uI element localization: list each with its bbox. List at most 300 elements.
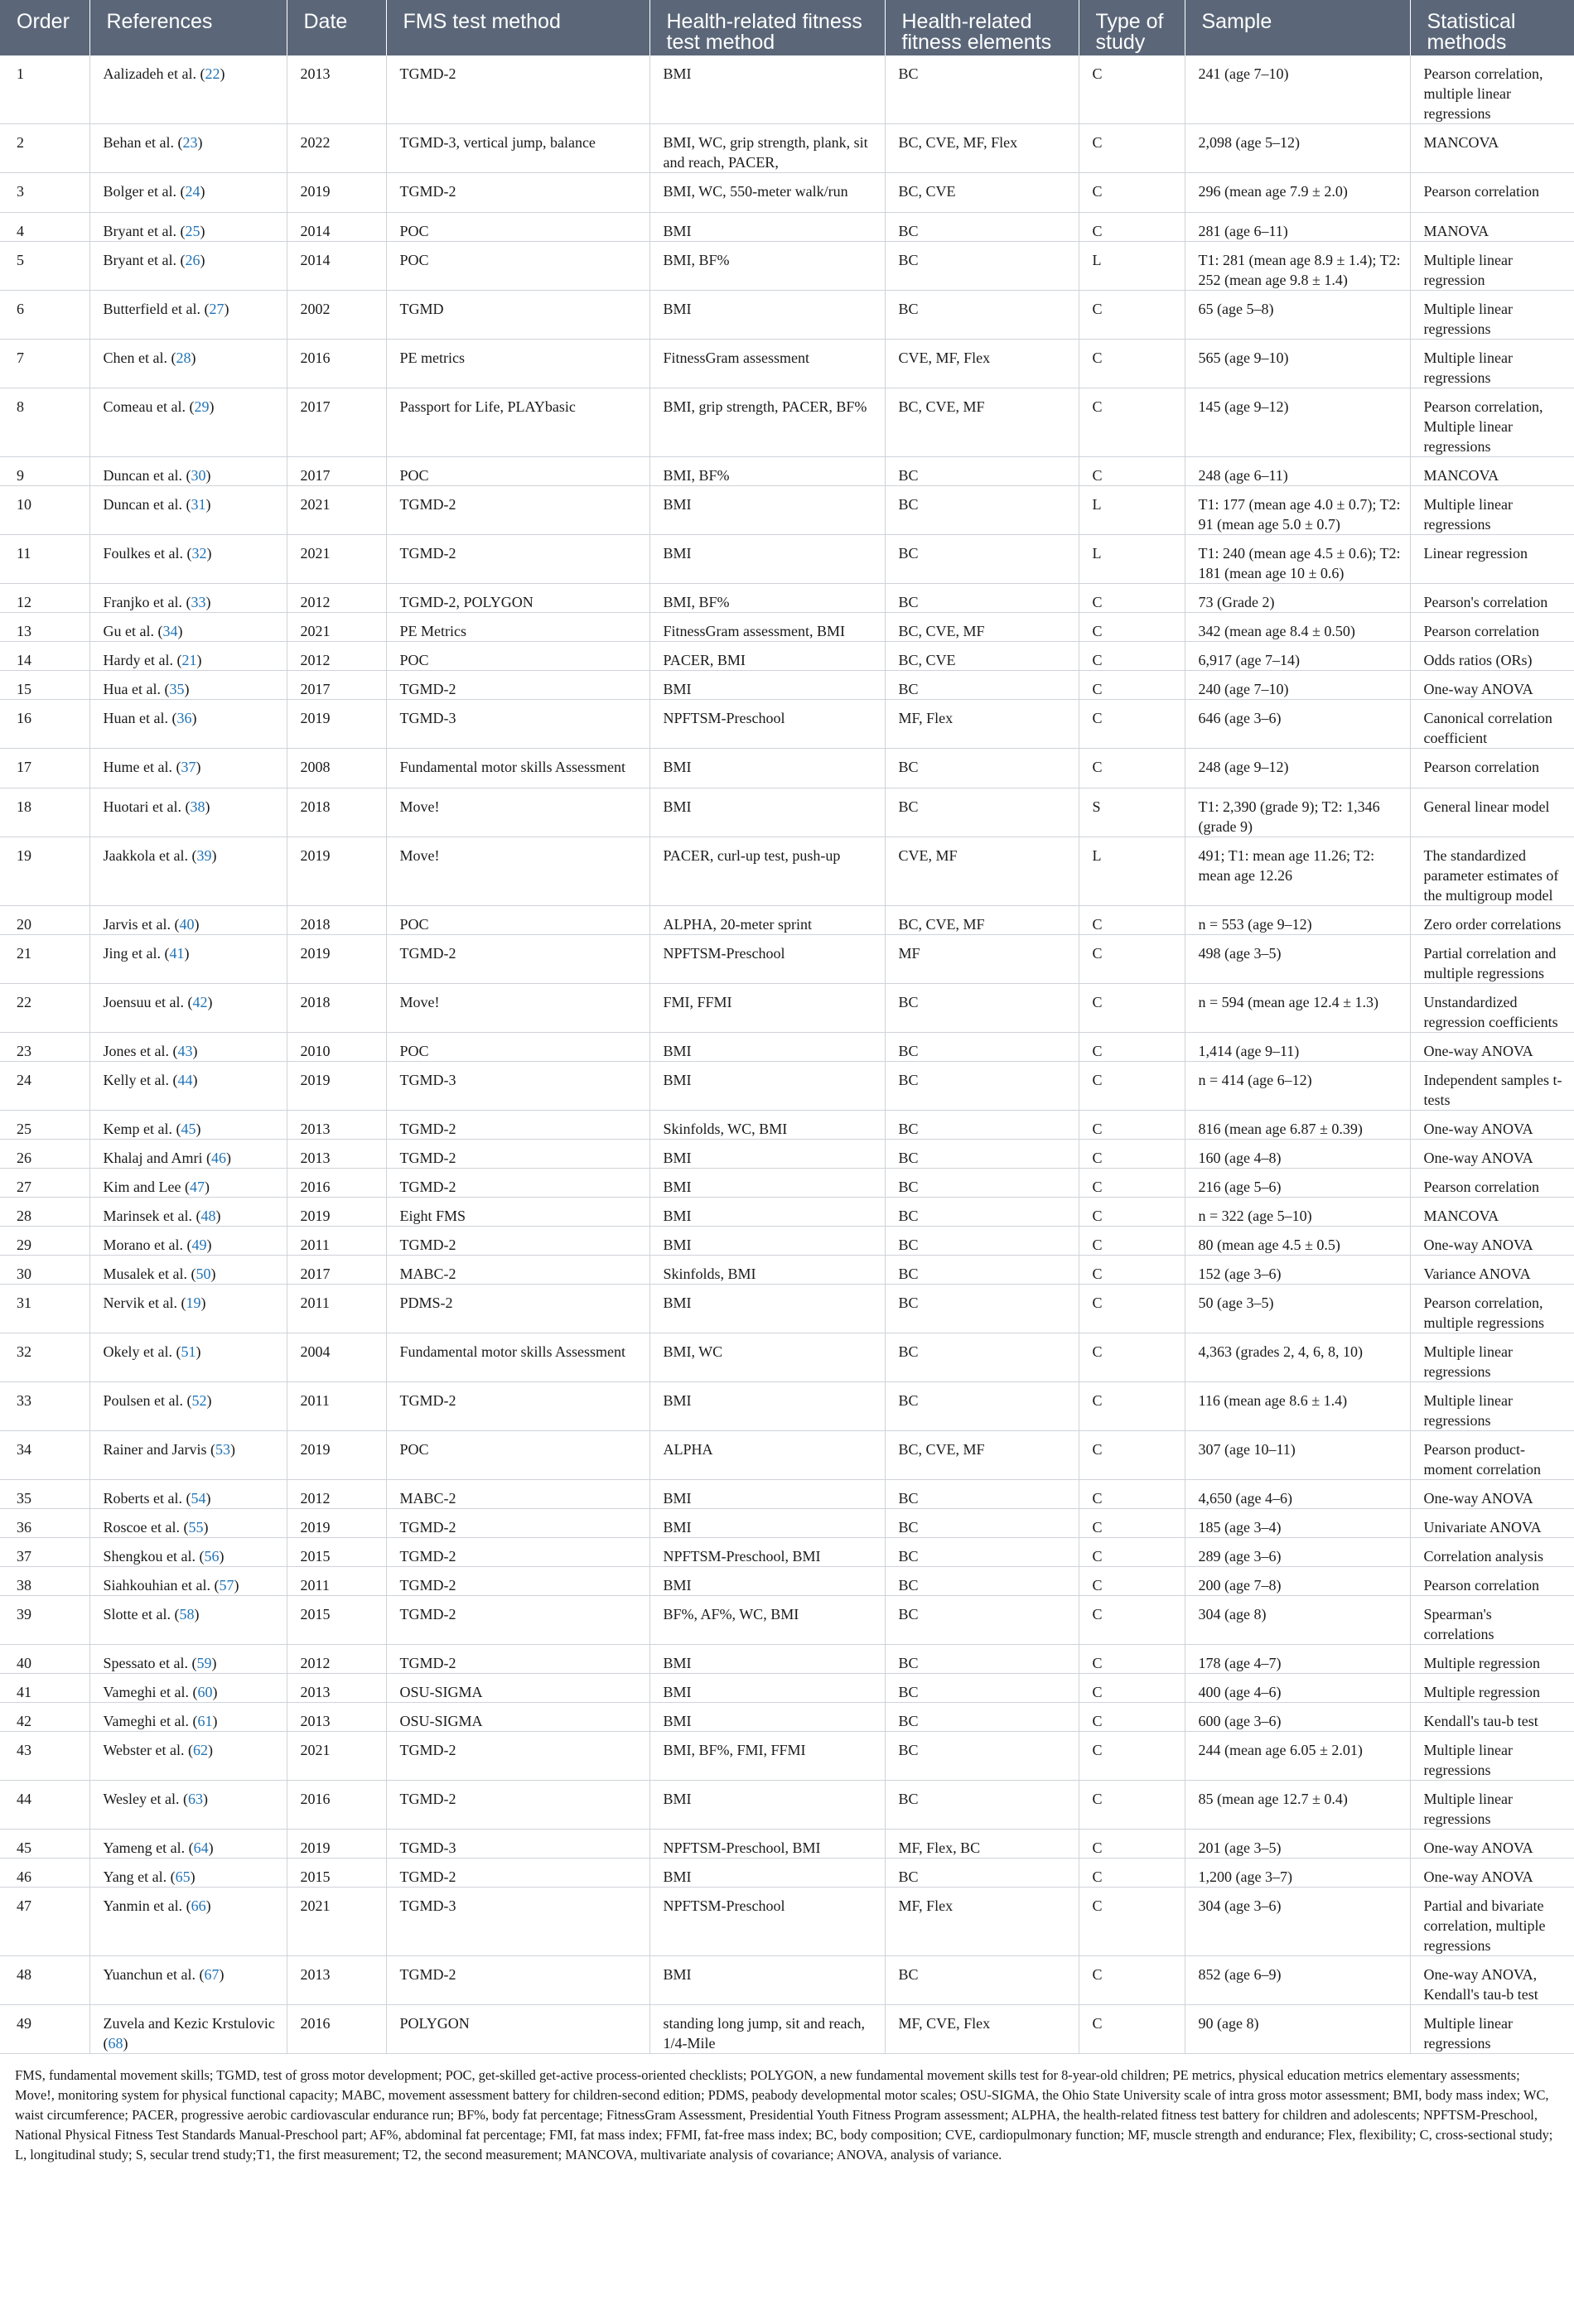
reference-name: Vameghi et al. [103,1713,189,1729]
date-cell: 2019 [287,700,386,749]
reference-cell: Rainer and Jarvis (53) [89,1431,287,1480]
column-header: Health-related fitness elements [885,0,1079,55]
reference-cell: Franjko et al. (33) [89,584,287,613]
fitness-elements-cell: BC [885,1382,1079,1431]
sample-cell: 6,917 (age 7–14) [1185,642,1410,671]
citation-link[interactable]: 26 [185,252,200,268]
sample-cell: 304 (age 8) [1185,1596,1410,1645]
study-type-cell: C [1079,1227,1185,1256]
reference-cell: Kemp et al. (45) [89,1111,287,1140]
table-row [0,788,1574,837]
reference-name: Slotte et al. [103,1606,171,1622]
reference-name: Nervik et al. [103,1295,177,1311]
table-row [0,1062,1574,1111]
reference-name: Comeau et al. [103,398,186,415]
citation-link[interactable]: 53 [215,1441,230,1458]
column-header: Sample [1185,0,1410,55]
fitness-test-cell: BMI [649,1227,885,1256]
fitness-elements-cell: BC [885,1033,1079,1062]
order-cell: 9 [0,457,89,486]
reference-cell: Bryant et al. (25) [89,213,287,242]
sample-cell: 145 (age 9–12) [1185,388,1410,457]
statistical-methods-cell: Variance ANOVA [1410,1256,1574,1285]
order-cell: 42 [0,1703,89,1732]
fitness-elements-cell: BC, CVE, MF [885,388,1079,457]
citation-link[interactable]: 27 [209,301,225,317]
citation-link[interactable]: 47 [189,1179,205,1195]
reference-cell: Shengkou et al. (56) [89,1538,287,1567]
date-cell: 2013 [287,1111,386,1140]
sample-cell: 1,414 (age 9–11) [1185,1033,1410,1062]
citation-link[interactable]: 30 [191,467,206,484]
citation-link[interactable]: 56 [204,1548,220,1565]
statistical-methods-cell: Partial correlation and multiple regressions [1410,935,1574,984]
date-cell: 2017 [287,1256,386,1285]
reference-name: Hua et al. [103,681,161,697]
study-type-cell: C [1079,124,1185,173]
sample-cell: n = 594 (mean age 12.4 ± 1.3) [1185,984,1410,1033]
sample-cell: 50 (age 3–5) [1185,1285,1410,1333]
statistical-methods-cell: Spearman's correlations [1410,1596,1574,1645]
citation-link[interactable]: 40 [179,916,195,933]
order-cell: 46 [0,1859,89,1888]
reference-name: Chen et al. [103,350,167,366]
citation-link[interactable]: 46 [210,1150,226,1166]
citation-link[interactable]: 54 [191,1490,206,1507]
table-row [0,291,1574,340]
fitness-elements-cell: MF, Flex [885,1888,1079,1956]
study-type-cell: C [1079,1859,1185,1888]
reference-cell: Butterfield et al. (27) [89,291,287,340]
date-cell: 2019 [287,1830,386,1859]
order-cell: 20 [0,906,89,935]
fms-method-cell: POC [386,213,649,242]
reference-name: Marinsek et al. [103,1208,192,1224]
citation-link[interactable]: 59 [196,1655,212,1671]
citation-link[interactable]: 42 [192,994,208,1010]
fitness-test-cell: BMI [649,1285,885,1333]
study-type-cell: C [1079,935,1185,984]
sample-cell: 178 (age 4–7) [1185,1645,1410,1674]
fitness-test-cell: NPFTSM-Preschool [649,1888,885,1956]
reference-cell: Musalek et al. (50) [89,1256,287,1285]
fms-method-cell: TGMD-2 [386,1538,649,1567]
sample-cell: 200 (age 7–8) [1185,1567,1410,1596]
fitness-test-cell: standing long jump, sit and reach, 1/4-Mile [649,2005,885,2054]
citation-link[interactable]: 23 [182,134,198,151]
sample-cell: 281 (age 6–11) [1185,213,1410,242]
reference-name: Yuanchun et al. [103,1966,196,1983]
fitness-test-cell: NPFTSM-Preschool [649,700,885,749]
study-type-cell: C [1079,1703,1185,1732]
statistical-methods-cell: One-way ANOVA [1410,671,1574,700]
statistical-methods-cell: Odds ratios (ORs) [1410,642,1574,671]
study-type-cell: C [1079,1382,1185,1431]
citation-link[interactable]: 68 [108,2035,123,2052]
order-cell: 14 [0,642,89,671]
fms-method-cell: POC [386,642,649,671]
citation-link[interactable]: 51 [181,1343,196,1360]
fms-method-cell: TGMD [386,291,649,340]
reference-name: Jaakkola et al. [103,847,188,864]
date-cell: 2013 [287,1703,386,1732]
table-row [0,1140,1574,1169]
table-row [0,242,1574,291]
reference-cell: Comeau et al. (29) [89,388,287,457]
reference-name: Wesley et al. [103,1791,180,1807]
sample-cell: T1: 177 (mean age 4.0 ± 0.7); T2: 91 (mean age 5.0 ± 0.7) [1185,486,1410,535]
fitness-elements-cell: CVE, MF [885,837,1079,906]
table-row [0,1382,1574,1431]
fms-method-cell: TGMD-3 [386,700,649,749]
table-row [0,1033,1574,1062]
fms-method-cell: PE metrics [386,340,649,388]
citation-link[interactable]: 21 [181,652,197,668]
fitness-test-cell: BF%, AF%, WC, BMI [649,1596,885,1645]
reference-cell: Poulsen et al. (52) [89,1382,287,1431]
citation-link[interactable]: 41 [169,945,185,962]
fitness-elements-cell: BC [885,291,1079,340]
statistical-methods-cell: One-way ANOVA [1410,1859,1574,1888]
sample-cell: 244 (mean age 6.05 ± 2.01) [1185,1732,1410,1781]
fitness-elements-cell: BC [885,1169,1079,1198]
order-cell: 4 [0,213,89,242]
order-cell: 37 [0,1538,89,1567]
fitness-elements-cell: BC [885,1567,1079,1596]
fitness-elements-cell: BC [885,1645,1079,1674]
statistical-methods-cell: One-way ANOVA [1410,1033,1574,1062]
fitness-test-cell: BMI [649,1509,885,1538]
table-row [0,700,1574,749]
fitness-elements-cell: BC [885,1111,1079,1140]
reference-name: Bryant et al. [103,223,176,239]
order-cell: 35 [0,1480,89,1509]
fitness-elements-cell: BC [885,1538,1079,1567]
order-cell: 1 [17,65,24,82]
fitness-elements-cell: BC, CVE, MF [885,613,1079,642]
table-row [0,906,1574,935]
statistical-methods-cell: Multiple linear regressions [1410,340,1574,388]
order-cell: 2 [0,124,89,173]
order-cell: 24 [0,1062,89,1111]
fitness-elements-cell: BC, CVE, MF, Flex [885,124,1079,173]
study-type-cell: C [1079,1888,1185,1956]
date-cell: 2019 [287,1431,386,1480]
order-cell: 26 [0,1140,89,1169]
table-row [0,535,1574,584]
reference-cell: Huan et al. (36) [89,700,287,749]
citation-link[interactable]: 32 [191,545,207,562]
date-cell: 2012 [287,642,386,671]
fitness-test-cell: BMI [649,1674,885,1703]
fms-method-cell: TGMD-2 [386,1732,649,1781]
study-type-cell: C [1079,1567,1185,1596]
statistical-methods-cell: Multiple linear regressions [1410,1333,1574,1382]
fitness-test-cell: FitnessGram assessment, BMI [649,613,885,642]
fitness-test-cell: BMI [649,1567,885,1596]
statistical-methods-cell: Unstandardized regression coefficients [1410,984,1574,1033]
citation-link[interactable]: 25 [185,223,200,239]
study-type-cell: C [1079,1538,1185,1567]
column-header: Type of study [1079,0,1185,55]
sample-cell: 90 (age 8) [1185,2005,1410,2054]
reference-name: Jing et al. [103,945,161,962]
fms-method-cell: TGMD-2 [386,1169,649,1198]
fms-method-cell: TGMD-3 [386,1830,649,1859]
statistical-methods-cell: Multiple linear regressions [1410,1732,1574,1781]
statistical-methods-cell: Pearson correlation, multiple linear regressions [1410,55,1574,124]
fitness-elements-cell: BC [885,1781,1079,1830]
order-cell: 3 [0,173,89,213]
fms-method-cell: TGMD-2 [386,1859,649,1888]
citation-link[interactable]: 55 [188,1519,204,1536]
fitness-test-cell: BMI [649,1956,885,2005]
date-cell: 2019 [287,1062,386,1111]
fitness-elements-cell: BC [885,1062,1079,1111]
citation-link[interactable]: 36 [176,710,192,726]
date-cell: 2017 [287,671,386,700]
study-type-cell: C [1079,340,1185,388]
order-cell: 43 [0,1732,89,1781]
statistical-methods-cell: The standardized parameter estimates of the multigroup model [1410,837,1574,906]
study-type-cell: C [1079,642,1185,671]
fitness-elements-cell: BC [885,213,1079,242]
reference-cell: Duncan et al. (30) [89,457,287,486]
statistical-methods-cell: Multiple linear regressions [1410,486,1574,535]
study-type-cell: C [1079,1956,1185,2005]
table-row [0,1169,1574,1198]
study-type-cell: C [1079,1596,1185,1645]
fitness-test-cell: BMI, BF%, FMI, FFMI [649,1732,885,1781]
order-cell: 16 [0,700,89,749]
reference-cell: Behan et al. (23) [89,124,287,173]
fitness-elements-cell: BC, CVE [885,173,1079,213]
sample-cell: 201 (age 3–5) [1185,1830,1410,1859]
date-cell: 2016 [287,1169,386,1198]
fitness-elements-cell: BC [885,788,1079,837]
study-type-cell: C [1079,173,1185,213]
fms-method-cell: TGMD-2 [386,1596,649,1645]
date-cell: 2011 [287,1567,386,1596]
citation-link[interactable]: 44 [177,1072,193,1088]
fitness-test-cell: BMI [649,1198,885,1227]
citation-link[interactable]: 43 [177,1043,193,1059]
citation-link[interactable]: 64 [193,1839,209,1856]
study-type-cell: C [1079,1169,1185,1198]
fitness-elements-cell: BC [885,749,1079,788]
date-cell: 2019 [287,1509,386,1538]
fitness-elements-cell: BC [885,1140,1079,1169]
citation-link[interactable]: 19 [186,1295,201,1311]
statistical-methods-cell: One-way ANOVA [1410,1111,1574,1140]
fms-method-cell: TGMD-2 [386,173,649,213]
order-cell: 7 [0,340,89,388]
fitness-elements-cell: MF [885,935,1079,984]
table-row [0,1198,1574,1227]
citation-link[interactable]: 49 [191,1237,207,1253]
sample-cell: 304 (age 3–6) [1185,1888,1410,1956]
fitness-test-cell: NPFTSM-Preschool [649,935,885,984]
citation-link[interactable]: 34 [162,623,178,639]
citation-link[interactable]: 31 [191,496,206,513]
statistical-methods-cell: Multiple linear regression [1410,242,1574,291]
study-type-cell: L [1079,486,1185,535]
reference-cell: Slotte et al. (58) [89,1596,287,1645]
fitness-test-cell: BMI [649,486,885,535]
citation-link[interactable]: 66 [191,1897,206,1914]
citation-link[interactable]: 48 [200,1208,216,1224]
sample-cell: 248 (age 6–11) [1185,457,1410,486]
date-cell: 2015 [287,1596,386,1645]
fms-method-cell: TGMD-2 [386,1227,649,1256]
fitness-test-cell: BMI, WC, grip strength, plank, sit and reach, PACER, [649,124,885,173]
sample-cell: 307 (age 10–11) [1185,1431,1410,1480]
fms-method-cell: POC [386,906,649,935]
statistical-methods-cell: MANCOVA [1410,1198,1574,1227]
fitness-test-cell: BMI [649,1781,885,1830]
citation-link[interactable]: 29 [194,398,210,415]
study-type-cell: C [1079,1732,1185,1781]
fms-method-cell: TGMD-2 [386,1956,649,2005]
fitness-elements-cell: CVE, MF, Flex [885,340,1079,388]
sample-cell: 2,098 (age 5–12) [1185,124,1410,173]
citation-link[interactable]: 60 [197,1684,213,1700]
reference-name: Yameng et al. [103,1839,186,1856]
sample-cell: T1: 281 (mean age 8.9 ± 1.4); T2: 252 (mean age 9.8 ± 1.4) [1185,242,1410,291]
statistical-methods-cell: Multiple linear regressions [1410,2005,1574,2054]
citation-link[interactable]: 63 [188,1791,204,1807]
sample-cell: 216 (age 5–6) [1185,1169,1410,1198]
study-type-cell: C [1079,1431,1185,1480]
reference-cell: Kelly et al. (44) [89,1062,287,1111]
sample-cell: T1: 240 (mean age 4.5 ± 0.6); T2: 181 (mean age 10 ± 0.6) [1185,535,1410,584]
reference-cell: Jarvis et al. (40) [89,906,287,935]
reference-cell: Kim and Lee (47) [89,1169,287,1198]
statistical-methods-cell: Multiple regression [1410,1645,1574,1674]
fitness-test-cell: NPFTSM-Preschool, BMI [649,1830,885,1859]
citation-link[interactable]: 45 [181,1121,196,1137]
reference-name: Huotari et al. [103,798,181,815]
citation-link[interactable]: 58 [179,1606,195,1622]
date-cell: 2002 [287,291,386,340]
citation-link[interactable]: 22 [205,65,220,82]
table-row [0,1333,1574,1382]
fitness-elements-cell: BC [885,1285,1079,1333]
order-cell: 47 [0,1888,89,1956]
reference-cell: Morano et al. (49) [89,1227,287,1256]
citation-link[interactable]: 38 [190,798,205,815]
date-cell: 2017 [287,388,386,457]
reference-cell: Jaakkola et al. (39) [89,837,287,906]
fitness-elements-cell: BC [885,1674,1079,1703]
fitness-elements-cell: BC [885,1333,1079,1382]
reference-name: Siahkouhian et al. [103,1577,210,1594]
statistical-methods-cell: One-way ANOVA, Kendall's tau-b test [1410,1956,1574,2005]
fms-method-cell: TGMD-2 [386,535,649,584]
sample-cell: 342 (mean age 8.4 ± 0.50) [1185,613,1410,642]
sample-cell: 565 (age 9–10) [1185,340,1410,388]
reference-name: Musalek et al. [103,1266,187,1282]
sample-cell: n = 322 (age 5–10) [1185,1198,1410,1227]
fms-method-cell: TGMD-3, vertical jump, balance [386,124,649,173]
reference-cell: Zuvela and Kezic Krstulovic (68) [89,2005,287,2054]
order-cell: 45 [0,1830,89,1859]
citation-link[interactable]: 67 [204,1966,220,1983]
statistical-methods-cell: One-way ANOVA [1410,1480,1574,1509]
citation-link[interactable]: 62 [193,1742,209,1758]
reference-cell: Spessato et al. (59) [89,1645,287,1674]
citation-link[interactable]: 50 [196,1266,211,1282]
order-cell: 8 [0,388,89,457]
study-type-cell: C [1079,1062,1185,1111]
reference-cell: Aalizadeh et al. (22) [89,55,287,124]
column-header: Health-related fitness test method [649,0,885,55]
citation-link[interactable]: 39 [196,847,212,864]
citation-link[interactable]: 57 [219,1577,234,1594]
study-type-cell: C [1079,55,1185,124]
sample-cell: 498 (age 3–5) [1185,935,1410,984]
reference-cell: Bolger et al. (24) [89,173,287,213]
statistical-methods-cell: Multiple linear regressions [1410,1382,1574,1431]
statistical-methods-cell: General linear model [1410,788,1574,837]
reference-cell: Okely et al. (51) [89,1333,287,1382]
fitness-elements-cell: BC [885,671,1079,700]
citation-link[interactable]: 65 [175,1868,191,1885]
date-cell: 2021 [287,535,386,584]
citation-link[interactable]: 24 [185,183,200,200]
citation-link[interactable]: 61 [197,1713,213,1729]
reference-cell: Hume et al. (37) [89,749,287,788]
statistical-methods-cell: Linear regression [1410,535,1574,584]
citation-link[interactable]: 37 [181,759,196,775]
reference-name: Jarvis et al. [103,916,171,933]
fitness-test-cell: BMI [649,1859,885,1888]
order-cell: 33 [0,1382,89,1431]
citation-link[interactable]: 33 [191,594,206,610]
citation-link[interactable]: 28 [176,350,191,366]
reference-name: Spessato et al. [103,1655,188,1671]
order-cell: 23 [0,1033,89,1062]
study-type-cell: C [1079,1285,1185,1333]
order-cell: 41 [0,1674,89,1703]
reference-cell: Nervik et al. (19) [89,1285,287,1333]
reference-name: Kemp et al. [103,1121,172,1137]
statistical-methods-cell: Pearson correlation, multiple regressions [1410,1285,1574,1333]
table-row [0,1781,1574,1830]
table-row [0,1596,1574,1645]
date-cell: 2016 [287,1781,386,1830]
fms-method-cell: Move! [386,984,649,1033]
table-body [0,55,1574,2053]
fitness-elements-cell: MF, Flex, BC [885,1830,1079,1859]
reference-name: Rainer and Jarvis [103,1441,207,1458]
fitness-test-cell: BMI [649,788,885,837]
statistical-methods-cell: One-way ANOVA [1410,1227,1574,1256]
fitness-test-cell: BMI, BF% [649,457,885,486]
order-cell: 5 [0,242,89,291]
table-row [0,984,1574,1033]
column-header: Order [0,0,89,55]
citation-link[interactable]: 52 [191,1392,207,1409]
fitness-elements-cell: BC [885,1732,1079,1781]
fitness-elements-cell: BC [885,1198,1079,1227]
fms-method-cell: TGMD-2 [386,55,649,124]
fms-method-cell: POC [386,242,649,291]
date-cell: 2016 [287,340,386,388]
study-type-cell: C [1079,906,1185,935]
statistical-methods-cell: Kendall's tau-b test [1410,1703,1574,1732]
citation-link[interactable]: 35 [169,681,185,697]
